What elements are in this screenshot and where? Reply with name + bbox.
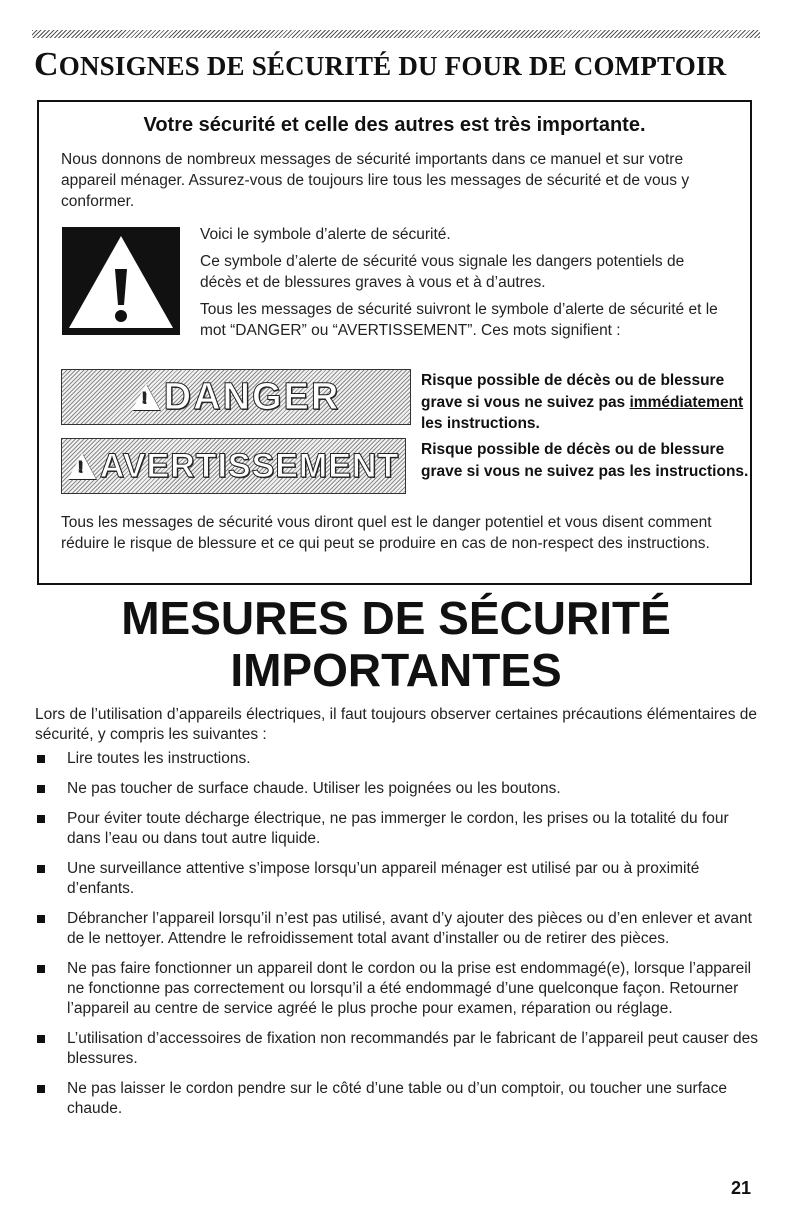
list-item [35,1029,765,1069]
danger-word: DANGER [163,375,341,418]
danger-desc-part1: Risque possible de décès ou de blessure grave si vous ne suivez pas [421,372,725,411]
list-item [35,909,765,949]
safety-alert-triangle-icon [62,227,180,335]
bullet-square-icon [37,815,45,823]
page-title: CONSIGNES DE SÉCURITÉ DU FOUR DE COMPTOIR [34,46,727,83]
main-heading-line: MESURES DE SÉCURITÉ [121,592,671,644]
bullet-square-icon [37,755,45,763]
danger-description [421,370,751,435]
main-heading [0,592,792,696]
bullet-square-icon [37,1085,45,1093]
danger-desc-underlined: immédiatement [629,393,744,411]
safety-box-heading: Votre sécurité et celle des autres est très importante. [143,114,646,136]
symbol-explanation [200,224,720,347]
safety-notice-box [37,100,752,585]
list-item-text: Débrancher l’appareil lorsqu’il n’est pas utilisé, avant d’y ajouter des pièces ou d’en enlever et avant de le nettoyer. Attendre le refroidissement total avant d’installer ou de retirer des pièces. [67,910,752,947]
list-item [35,749,765,769]
main-intro: Lors de l’utilisation d’appareils électriques, il faut toujours observer certaines précautions élémentaires de sécurité, y compris les suivantes : [35,706,757,743]
warning-description: Risque possible de décès ou de blessure grave si vous ne suivez pas les instructions. [421,441,749,480]
warning-signal-bar [61,438,406,494]
symbol-line: Ce symbole d’alerte de sécurité vous signale les dangers potentiels de décès et de blessures graves à vous et à d’autres. [200,253,685,291]
list-item [35,959,765,1019]
danger-signal-bar [61,369,411,425]
list-item [35,779,765,799]
list-item [35,809,765,849]
list-item-text: Ne pas faire fonctionner un appareil dont le cordon ou la prise est endommagé(e), lorsque l’appareil ne fonctionne pas correctement ou lorsqu’il a été endommagé d’une quelconque façon. Retourner l’appareil au centre de service agréé le plus proche pour examen, réparation ou réglage. [67,960,752,1017]
list-item-text: Pour éviter toute décharge électrique, ne pas immerger le cordon, les prises ou la totalité du four dans l’eau ou dans tout autre liquide. [67,810,729,847]
list-item [35,859,765,899]
warning-word: AVERTISSEMENT [99,446,400,485]
danger-desc-part2: les instructions. [421,415,540,432]
warning-triangle-icon [132,384,160,410]
list-item [35,1079,765,1119]
bullet-square-icon [37,865,45,873]
bullet-square-icon [37,785,45,793]
list-item-text: Une surveillance attentive s’impose lorsqu’un appareil ménager est utilisé par ou à proximité d’enfants. [67,860,700,897]
bullet-square-icon [37,1035,45,1043]
top-decorative-band [32,30,760,38]
warning-triangle-icon [68,453,96,479]
bullet-square-icon [37,915,45,923]
symbol-line: Tous les messages de sécurité suivront le symbole d’alerte de sécurité et le mot “DANGER” ou “AVERTISSEMENT”. Ces mots signifient : [200,301,718,339]
warning-label [68,447,400,486]
list-item-text: Ne pas laisser le cordon pendre sur le côté d’une table ou d’un comptoir, ou toucher une surface chaude. [67,1080,728,1117]
list-item-text: L’utilisation d’accessoires de fixation non recommandés par le fabricant de l’appareil peut causer des blessures. [67,1030,759,1067]
main-heading-line: IMPORTANTES [230,644,562,696]
safety-box-intro: Nous donnons de nombreux messages de sécurité importants dans ce manuel et sur votre appareil ménager. Assurez-vous de toujours lire tous les messages de sécurité et de vous y conformer. [61,151,690,210]
symbol-line: Voici le symbole d’alerte de sécurité. [200,226,451,243]
bullet-square-icon [37,965,45,973]
safety-box-footer: Tous les messages de sécurité vous diront quel est le danger potentiel et vous disent comment réduire le risque de blessure et ce qui peut se produire en cas de non-respect des instructions. [61,514,712,552]
list-item-text: Ne pas toucher de surface chaude. Utiliser les poignées ou les boutons. [67,780,561,797]
list-item-text: Lire toutes les instructions. [67,750,251,767]
safety-bullet-list [35,749,765,1129]
page-number: 21 [731,1178,752,1198]
danger-label [132,376,341,419]
